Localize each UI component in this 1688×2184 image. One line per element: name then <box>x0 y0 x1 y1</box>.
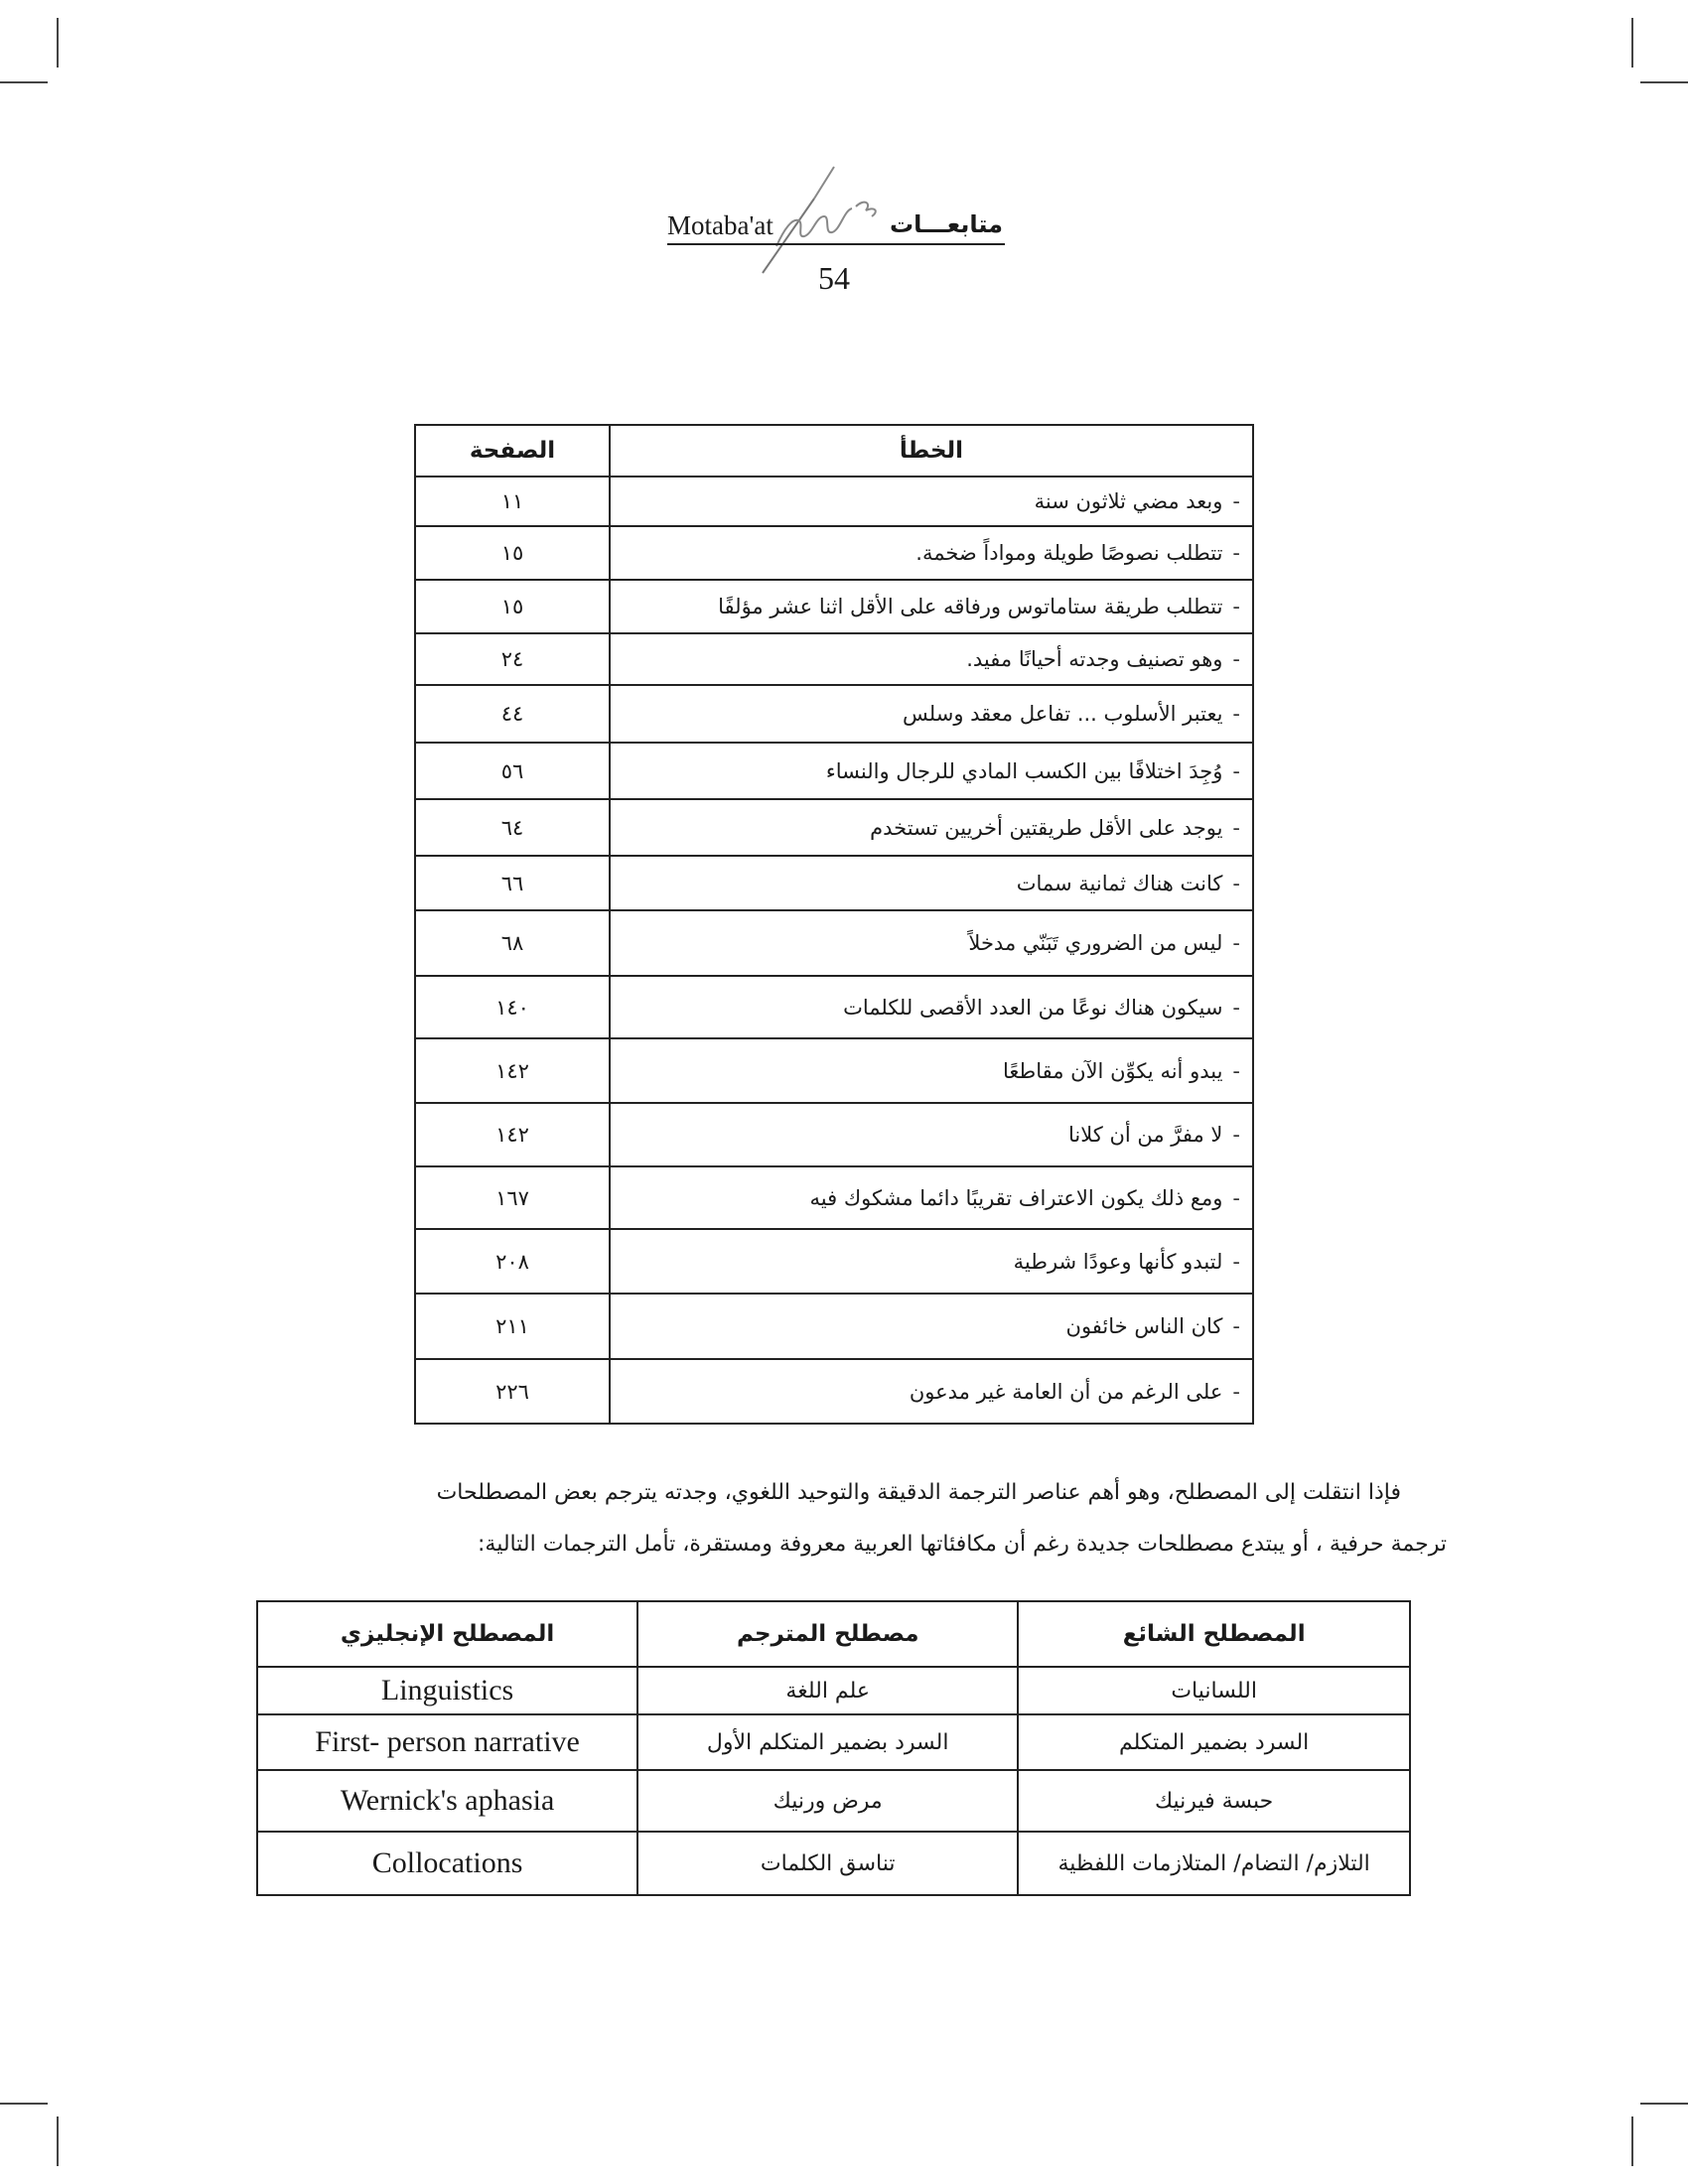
table-row <box>415 477 1253 526</box>
error-text: كان الناس خائفون <box>1065 1314 1223 1338</box>
translator-term-cell: السرد بضمير المتكلم الأول <box>637 1714 1018 1770</box>
body-paragraph <box>230 1467 1447 1570</box>
table-row <box>415 1229 1253 1294</box>
table-row <box>415 580 1253 633</box>
table-row <box>415 1166 1253 1229</box>
list-dash: - <box>1232 1249 1240 1274</box>
crop-mark <box>1631 2116 1633 2166</box>
error-text: وُجِدَ اختلافًا بين الكسب المادي للرجال والنساء <box>825 758 1223 783</box>
error-text: ومع ذلك يكون الاعتراف تقريبًا دائما مشكوك فيه <box>809 1185 1223 1210</box>
table-row <box>415 799 1253 856</box>
error-text: وهو تصنيف وجدته أحيانًا مفيد. <box>966 647 1223 671</box>
table-header-row <box>415 425 1253 477</box>
page-cell: ٥٦ <box>415 743 610 799</box>
list-dash: - <box>1232 1379 1240 1404</box>
table-row <box>415 633 1253 685</box>
column-header-common-term: المصطلح الشائع <box>1018 1601 1410 1667</box>
error-text: تتطلب نصوصًا طويلة ومواداً ضخمة. <box>915 541 1223 565</box>
crop-mark <box>0 2103 48 2105</box>
column-header-page: الصفحة <box>415 425 610 477</box>
column-header-translator-term: مصطلح المترجم <box>637 1601 1018 1667</box>
list-dash: - <box>1232 1058 1240 1083</box>
header-english-title: Motaba'at <box>667 210 774 240</box>
common-term-cell: التلازم/ التضام/ المتلازمات اللفظية <box>1018 1832 1410 1895</box>
page-cell: ٢١١ <box>415 1294 610 1359</box>
error-text: يعتبر الأسلوب ... تفاعل معقد وسلس <box>903 702 1223 726</box>
page-cell: ٦٨ <box>415 910 610 976</box>
terms-table <box>256 1600 1411 1896</box>
page-cell: ٢٠٨ <box>415 1229 610 1294</box>
common-term-cell: حبسة فيرنيك <box>1018 1770 1410 1832</box>
error-text: لتبدو كأنها وعودًا شرطية <box>1013 1249 1223 1274</box>
column-header-error: الخطأ <box>610 425 1253 477</box>
paragraph-line: ترجمة حرفية ، أو يبتدع مصطلحات جديدة رغم أن مكافئاتها العربية معروفة ومستقرة، تأمل الترجمات التالية: <box>478 1532 1447 1557</box>
list-dash: - <box>1232 1185 1240 1210</box>
english-term-cell: Wernick's aphasia <box>257 1770 637 1832</box>
list-dash: - <box>1232 541 1240 565</box>
page-cell: ١٤٢ <box>415 1038 610 1103</box>
table-row <box>415 685 1253 743</box>
page-cell: ١٥ <box>415 580 610 633</box>
translator-term-cell: علم اللغة <box>637 1667 1018 1714</box>
table-row <box>415 1103 1253 1166</box>
english-term-cell: Collocations <box>257 1832 637 1895</box>
header-arabic-title: متابعـــات <box>890 210 1003 238</box>
page-cell: ٦٤ <box>415 799 610 856</box>
table-row <box>415 856 1253 910</box>
column-header-english-term: المصطلح الإنجليزي <box>257 1601 637 1667</box>
list-dash: - <box>1232 815 1240 840</box>
table-row <box>415 1359 1253 1424</box>
table-row <box>257 1667 1410 1714</box>
common-term-cell: اللسانيات <box>1018 1667 1410 1714</box>
table-row <box>415 526 1253 580</box>
paragraph-line: فإذا انتقلت إلى المصطلح، وهو أهم عناصر الترجمة الدقيقة والتوحيد اللغوي، وجدته يترجم بعض المصطلحات <box>436 1480 1401 1505</box>
list-dash: - <box>1232 1123 1240 1147</box>
crop-mark <box>0 81 48 83</box>
crop-mark <box>1640 81 1688 83</box>
list-dash: - <box>1232 702 1240 726</box>
table-row <box>257 1832 1410 1895</box>
error-text: لا مفرَّ من أن كلانا <box>1068 1123 1223 1147</box>
error-text: ليس من الضروري تَبَنّي مدخلاً <box>968 931 1223 955</box>
crop-mark <box>1631 18 1633 68</box>
header-rule <box>667 243 1005 245</box>
list-dash: - <box>1232 595 1240 618</box>
page-cell: ٢٤ <box>415 633 610 685</box>
error-text: يوجد على الأقل طريقتين أخريين تستخدم <box>870 815 1223 840</box>
list-dash: - <box>1232 871 1240 895</box>
page-cell: ١٥ <box>415 526 610 580</box>
page-cell: ٢٢٦ <box>415 1359 610 1424</box>
english-term-cell: First- person narrative <box>257 1714 637 1770</box>
page-cell: ١٦٧ <box>415 1166 610 1229</box>
error-text: سيكون هناك نوعًا من العدد الأقصى للكلمات <box>843 995 1223 1020</box>
table-row <box>415 910 1253 976</box>
list-dash: - <box>1232 931 1240 955</box>
error-text: كانت هناك ثمانية سمات <box>1016 871 1223 895</box>
page-cell: ١١ <box>415 477 610 526</box>
list-dash: - <box>1232 1314 1240 1338</box>
list-dash: - <box>1232 758 1240 783</box>
list-dash: - <box>1232 489 1240 513</box>
table-row <box>415 1294 1253 1359</box>
table-header-row <box>257 1601 1410 1667</box>
common-term-cell: السرد بضمير المتكلم <box>1018 1714 1410 1770</box>
translator-term-cell: مرض ورنيك <box>637 1770 1018 1832</box>
page-cell: ٦٦ <box>415 856 610 910</box>
error-text: وبعد مضي ثلاثون سنة <box>1034 489 1223 513</box>
english-term-cell: Linguistics <box>257 1667 637 1714</box>
table-row <box>415 743 1253 799</box>
crop-mark <box>57 18 59 68</box>
table-row <box>415 1038 1253 1103</box>
list-dash: - <box>1232 647 1240 671</box>
error-text: على الرغم من أن العامة غير مدعون <box>909 1379 1223 1404</box>
page-cell: ٤٤ <box>415 685 610 743</box>
translator-term-cell: تناسق الكلمات <box>637 1832 1018 1895</box>
table-row <box>257 1770 1410 1832</box>
error-text: يبدو أنه يكوِّن الآن مقاطعًا <box>1002 1058 1223 1083</box>
page-number: 54 <box>818 260 850 296</box>
page-cell: ١٤٠ <box>415 976 610 1038</box>
errors-table <box>414 424 1254 1425</box>
table-row <box>257 1714 1410 1770</box>
error-text: تتطلب طريقة ستاماتوس ورفاقه على الأقل اثنا عشر مؤلفًا <box>718 595 1223 618</box>
crop-mark <box>1640 2103 1688 2105</box>
crop-mark <box>57 2116 59 2166</box>
list-dash: - <box>1232 995 1240 1020</box>
table-row <box>415 976 1253 1038</box>
page-cell: ١٤٢ <box>415 1103 610 1166</box>
